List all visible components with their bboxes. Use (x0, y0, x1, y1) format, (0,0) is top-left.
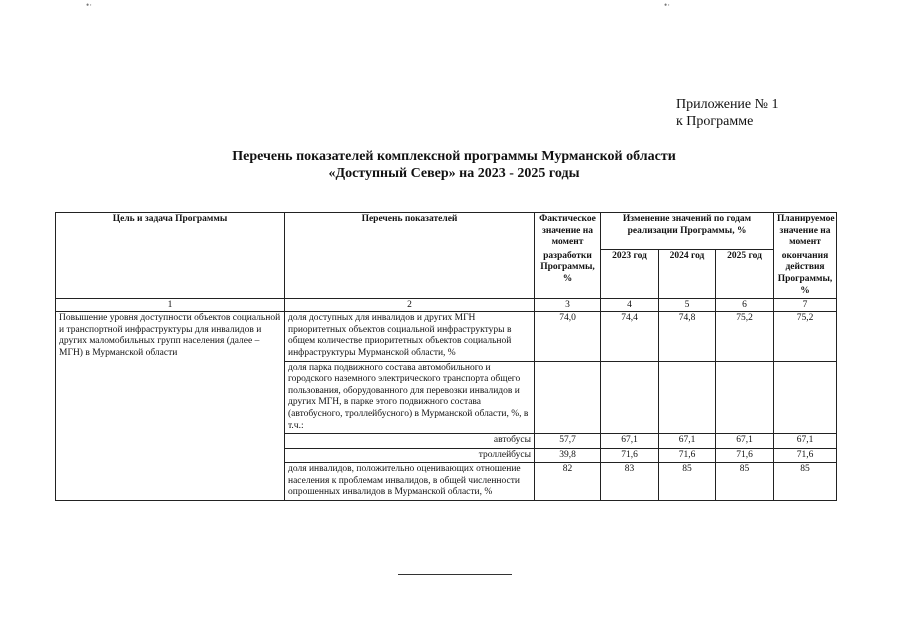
value-2025 (716, 361, 774, 434)
appendix-reference: к Программе (676, 114, 754, 129)
column-number: 7 (774, 299, 837, 312)
value-2025: 85 (716, 463, 774, 501)
indicator-cell: троллейбусы (285, 448, 535, 463)
goal-cell: Повышение уровня доступности объектов социальной и транспортной инфраструктуры для инвалидов и других маломобильных групп населения (далее – МГН) в Мурманской области (56, 312, 285, 501)
header-row-1 (56, 213, 837, 250)
document-title-line-2: «Доступный Север» на 2023 - 2025 годы (328, 166, 580, 181)
value-2023: 83 (601, 463, 659, 501)
indicator-cell: автобусы (285, 434, 535, 449)
value-2024: 67,1 (659, 434, 716, 449)
table-header (56, 213, 837, 312)
column-number: 1 (56, 299, 285, 312)
value-2023: 71,6 (601, 448, 659, 463)
column-number: 2 (285, 299, 535, 312)
actual-value: 74,0 (535, 312, 601, 361)
actual-value: 39,8 (535, 448, 601, 463)
value-2023: 74,4 (601, 312, 659, 361)
value-2024 (659, 361, 716, 434)
column-number: 5 (659, 299, 716, 312)
header-year-2023: 2023 год (601, 250, 659, 299)
indicator-cell: доля доступных для инвалидов и других МГН приоритетных объектов социальной инфраструктуры в общем количестве приоритетных объектов социальной инфраструктуры Мурманской области, % (285, 312, 535, 361)
indicators-table (55, 212, 837, 501)
planned-value: 75,2 (774, 312, 837, 361)
footnote-divider (398, 574, 512, 575)
appendix-number: Приложение № 1 (676, 97, 779, 112)
value-2024: 85 (659, 463, 716, 501)
header-planned-bottom: окончания действия Программы, % (774, 250, 837, 299)
header-planned-top: Планируемое значение на момент (774, 213, 837, 250)
document-title-line-1: Перечень показателей комплексной программы Мурманской области (232, 149, 676, 164)
value-2025: 67,1 (716, 434, 774, 449)
header-goal: Цель и задача Программы (56, 213, 285, 299)
value-2023 (601, 361, 659, 434)
value-2025: 71,6 (716, 448, 774, 463)
header-year-2025: 2025 год (716, 250, 774, 299)
value-2024: 74,8 (659, 312, 716, 361)
planned-value (774, 361, 837, 434)
indicator-cell: доля парка подвижного состава автомобильного и городского наземного электрического транспорта общего пользования, оборудованного для перевозки инвалидов и других МГН, в парке этого подвижного состава (автобусного, троллейбусного) в Мурманской области, %, в т.ч.: (285, 361, 535, 434)
table-row (56, 312, 837, 361)
header-indicators: Перечень показателей (285, 213, 535, 299)
actual-value: 57,7 (535, 434, 601, 449)
column-number: 4 (601, 299, 659, 312)
column-number: 3 (535, 299, 601, 312)
header-change: Изменение значений по годам реализации Программы, % (601, 213, 774, 250)
appendix-label (676, 96, 779, 130)
actual-value (535, 361, 601, 434)
scan-speck-right: •· (664, 0, 671, 10)
indicator-cell: доля инвалидов, положительно оценивающих отношение населения к проблемам инвалидов, в общей численности опрошенных инвалидов в Мурманской области, % (285, 463, 535, 501)
column-number-row (56, 299, 837, 312)
actual-value: 82 (535, 463, 601, 501)
header-actual-bottom: разработки Программы, % (535, 250, 601, 299)
table-body (56, 312, 837, 501)
value-2024: 71,6 (659, 448, 716, 463)
header-actual-top: Фактическое значение на момент (535, 213, 601, 250)
planned-value: 67,1 (774, 434, 837, 449)
scan-speck-left: •· (86, 0, 93, 10)
document-title (0, 148, 906, 182)
column-number: 6 (716, 299, 774, 312)
header-year-2024: 2024 год (659, 250, 716, 299)
value-2025: 75,2 (716, 312, 774, 361)
value-2023: 67,1 (601, 434, 659, 449)
planned-value: 71,6 (774, 448, 837, 463)
planned-value: 85 (774, 463, 837, 501)
